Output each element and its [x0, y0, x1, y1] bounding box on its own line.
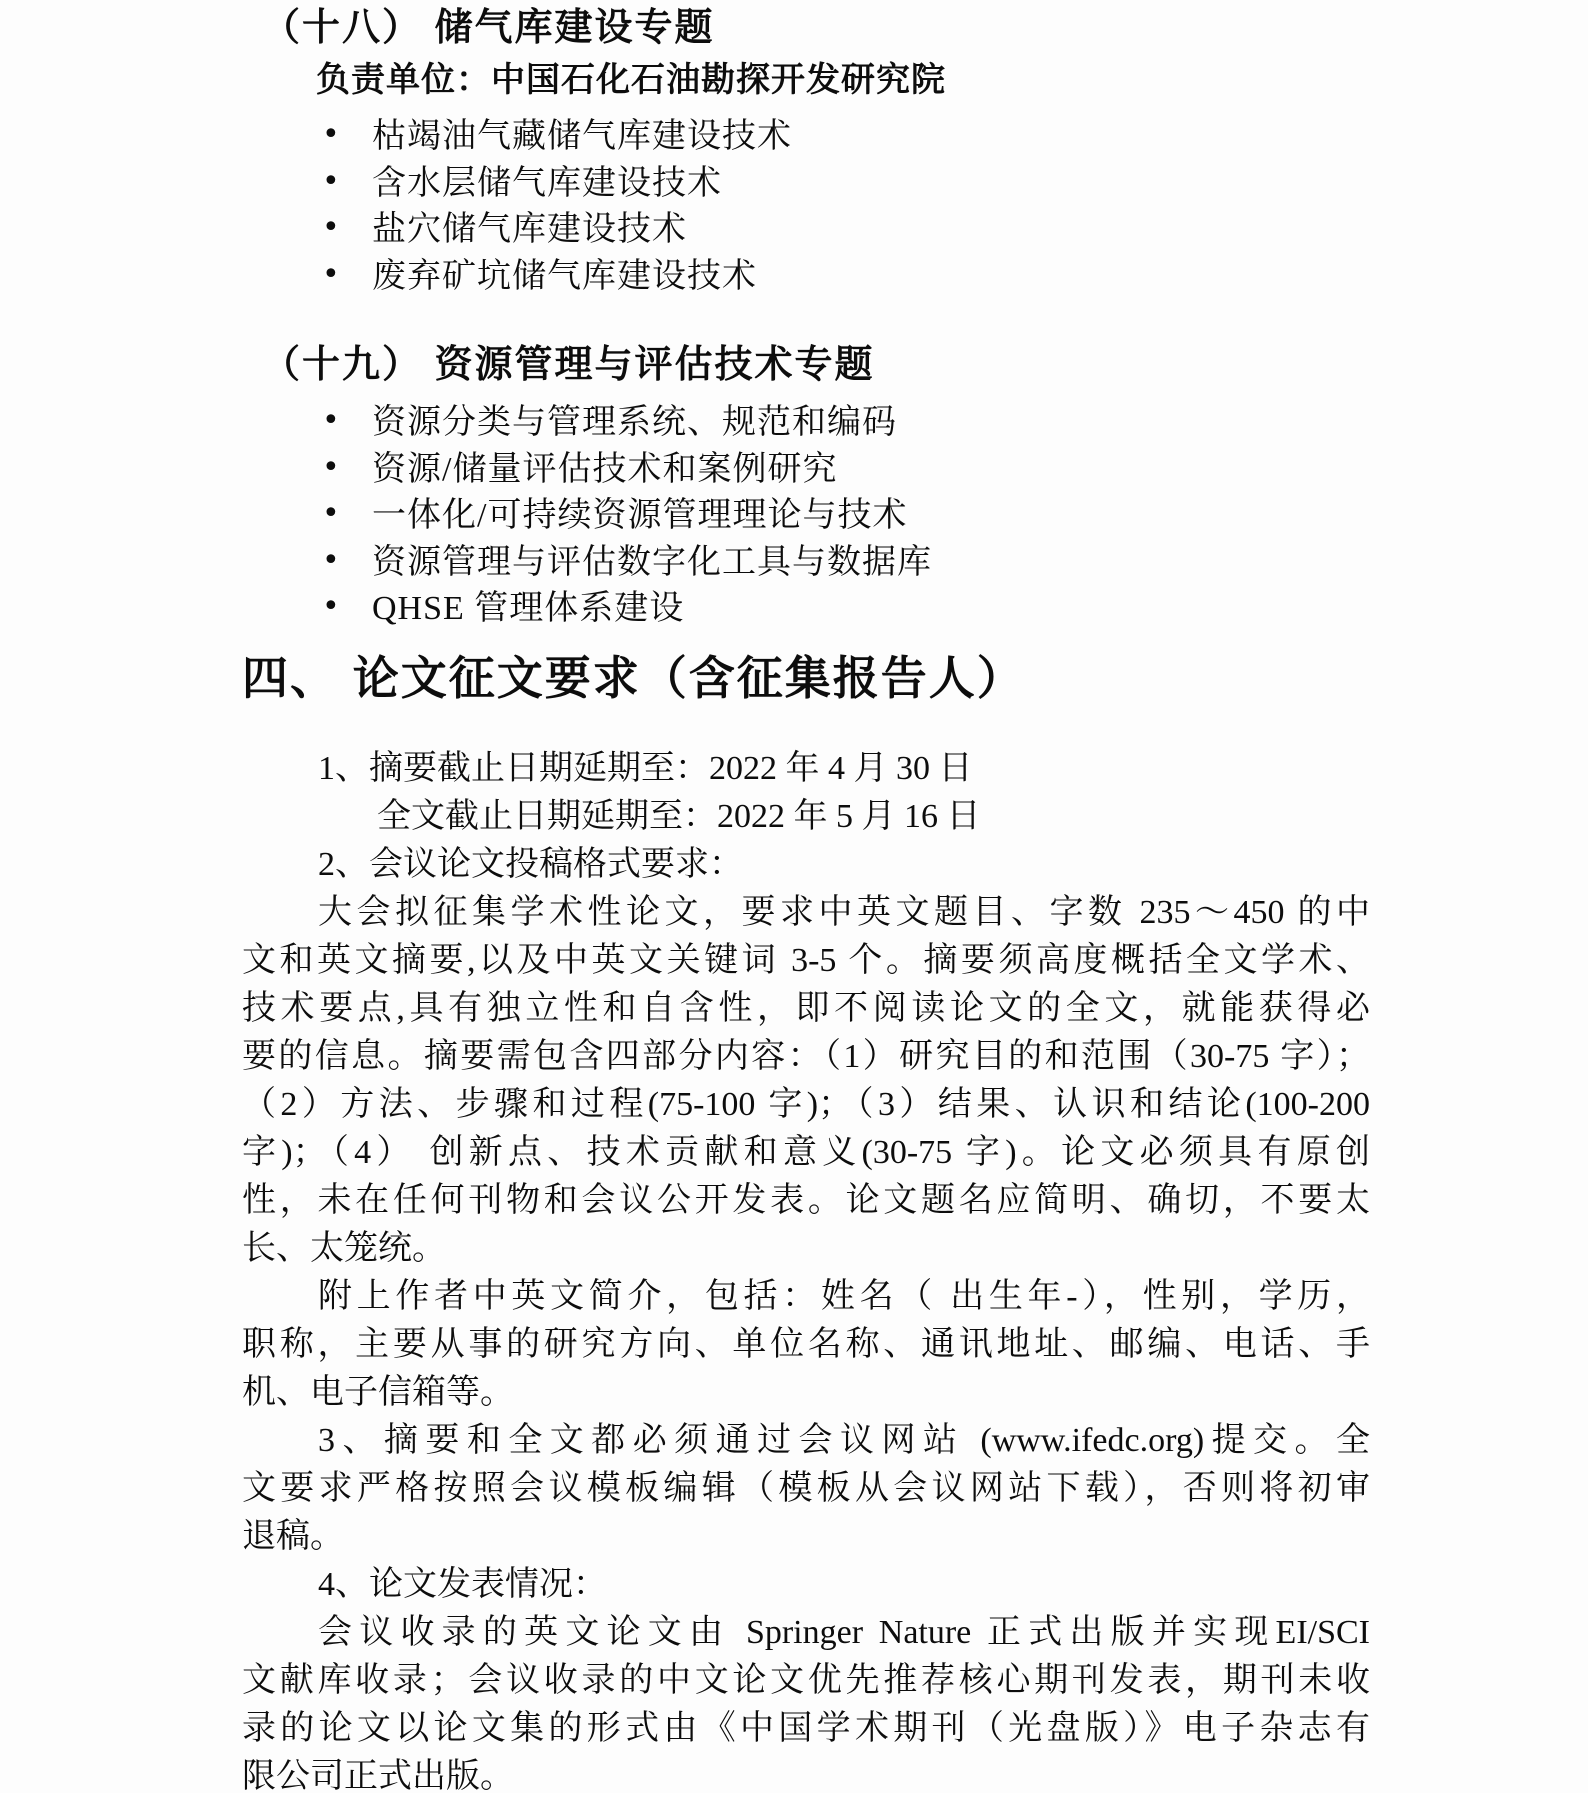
- section-18-gas-storage: [0, 8, 1588, 300]
- bullet-item-label: 资源管理与评估数字化工具与数据库: [372, 543, 932, 581]
- topic-list: [0, 114, 1588, 300]
- topic-list: [0, 400, 1588, 633]
- bullet-icon: •: [322, 589, 341, 624]
- bullet-icon: •: [322, 163, 341, 199]
- bullet-icon: •: [322, 403, 341, 438]
- body-line: 文和英文摘要,以及中英文关键词 3-5 个。摘要须高度概括全文学术、: [242, 942, 1370, 979]
- body-line: 文献库收录；会议收录的中文论文优先推荐核心期刊发表，期刊未收: [242, 1662, 1370, 1699]
- bullet-item-label: 一体化/可持续资源管理理论与技术: [372, 497, 908, 534]
- bullet-item: [0, 254, 1588, 301]
- body-line: 附上作者中英文简介，包括：姓名（ 出生年-），性别，学历，: [318, 1278, 1370, 1315]
- body-line: 大会拟征集学术性论文，要求中英文题目、字数 235～450 的中: [318, 894, 1370, 931]
- bullet-icon: •: [322, 496, 341, 531]
- bullet-item-label: 废弃矿坑储气库建设技术: [372, 257, 757, 295]
- bullet-item: [0, 540, 1588, 587]
- bullet-icon: •: [322, 449, 341, 485]
- section-heading: （十八） 储气库建设专题: [262, 7, 715, 49]
- body-line: 长、太笼统。: [242, 1230, 446, 1267]
- bullet-item: [0, 493, 1588, 540]
- body-line: 文要求严格按照会议模板编辑（模板从会议网站下载），否则将初审: [242, 1470, 1370, 1507]
- bullet-item-label: 盐穴储气库建设技术: [372, 211, 687, 248]
- bullet-item-label: 资源/储量评估技术和案例研究: [372, 450, 838, 488]
- main-heading: 四、 论文征文要求（含征集报告人）: [242, 652, 1025, 704]
- body-line: 技术要点,具有独立性和自含性，即不阅读论文的全文，就能获得必: [242, 990, 1370, 1027]
- body-line: 会议收录的英文论文由 Springer Nature 正式出版并实现EI/SCI: [318, 1614, 1370, 1651]
- body-text: [242, 745, 1370, 1793]
- section-heading: （十九） 资源管理与评估技术专题: [262, 344, 875, 386]
- fulltext-deadline-line: 全文截止日期延期至：2022 年 5 月 16 日: [377, 798, 981, 835]
- body-line: 退稿。: [242, 1518, 344, 1555]
- bullet-item-label: 含水层储气库建设技术: [372, 164, 722, 202]
- abstract-deadline-line: 1、摘要截止日期延期至：2022 年 4 月 30 日: [318, 750, 973, 787]
- bullet-item: [0, 447, 1588, 494]
- bullet-item-label: 资源分类与管理系统、规范和编码: [372, 404, 897, 441]
- bullet-icon: •: [322, 256, 341, 292]
- submission-site-line: 3、摘要和全文都必须通过会议网站 (www.ifedc.org)提交。全: [318, 1422, 1370, 1459]
- format-requirement-line: 2、会议论文投稿格式要求：: [318, 846, 743, 883]
- body-line: 录的论文以论文集的形式由《中国学术期刊（光盘版）》电子杂志有: [242, 1710, 1370, 1747]
- body-line: 性，未在任何刊物和会议公开发表。论文题名应简明、确切，不要太: [242, 1182, 1370, 1219]
- body-line: （2）方法、步骤和过程(75-100 字)；（3）结果、认识和结论(100-200: [242, 1086, 1370, 1123]
- bullet-item-label: 枯竭油气藏储气库建设技术: [372, 118, 792, 155]
- bullet-item-label: QHSE 管理体系建设: [372, 590, 685, 627]
- bullet-item: [0, 114, 1588, 161]
- section-19-resource-management: [0, 345, 1588, 633]
- bullet-icon: •: [322, 542, 341, 578]
- bullet-item: [0, 207, 1588, 254]
- body-line: 限公司正式出版。: [242, 1758, 514, 1793]
- responsible-unit-line: 负责单位：中国石化石油勘探开发研究院: [316, 62, 946, 99]
- publication-status-line: 4、论文发表情况：: [318, 1566, 607, 1603]
- bullet-item: [0, 400, 1588, 447]
- bullet-icon: •: [322, 210, 341, 245]
- bullet-item: [0, 161, 1588, 208]
- bullet-item: [0, 586, 1588, 633]
- bullet-icon: •: [322, 117, 341, 152]
- body-line: 职称，主要从事的研究方向、单位名称、通讯地址、邮编、电话、手: [242, 1326, 1370, 1363]
- body-line: 字)；（4） 创新点、技术贡献和意义(30-75 字)。论文必须具有原创: [242, 1134, 1370, 1171]
- body-line: 机、电子信箱等。: [242, 1374, 514, 1411]
- body-line: 要的信息。摘要需包含四部分内容：（1）研究目的和范围（30-75 字）；: [242, 1038, 1370, 1075]
